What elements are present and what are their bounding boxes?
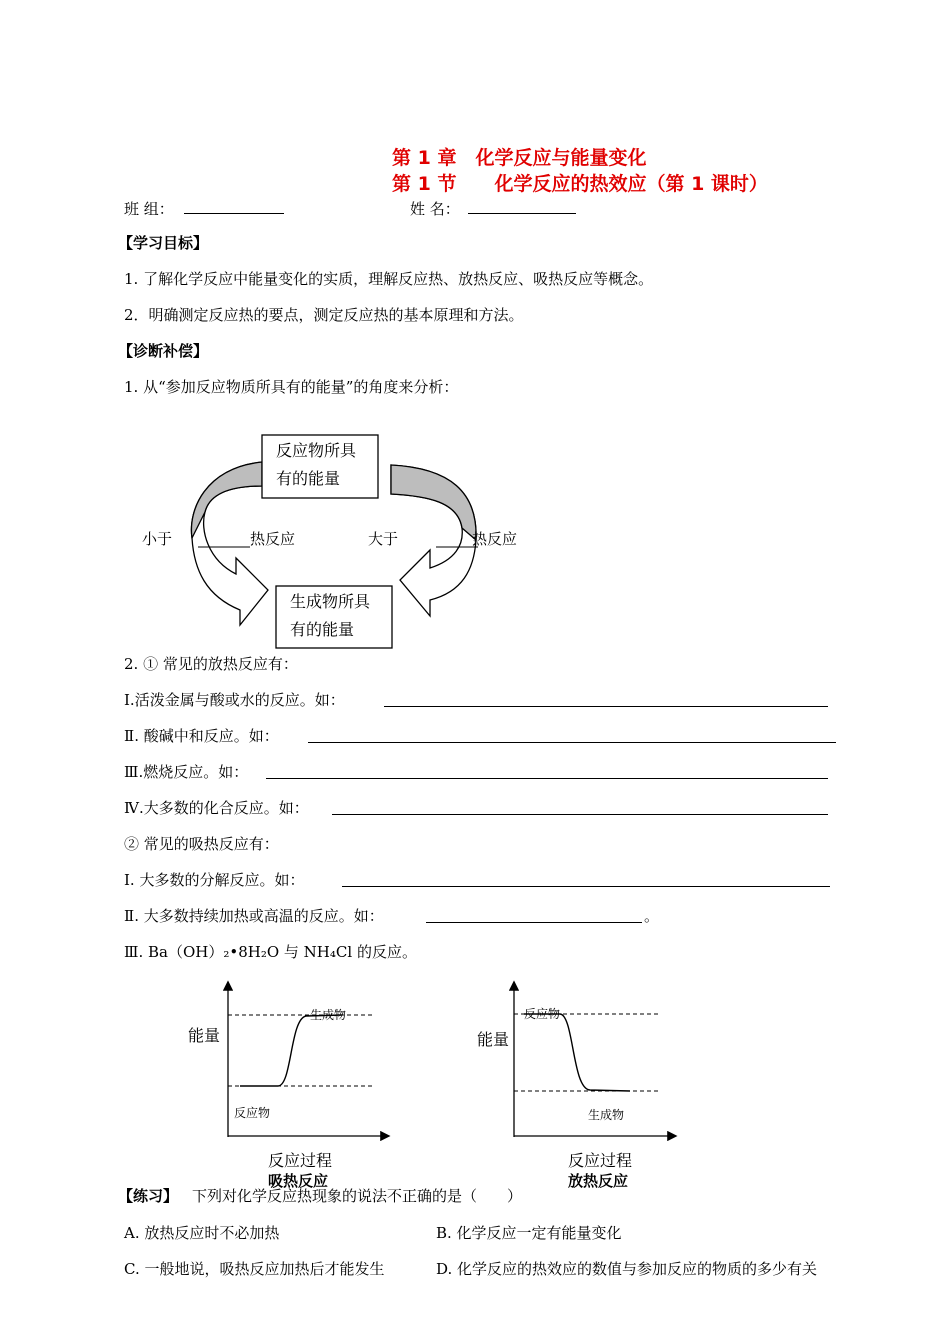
reactant-box-text-line1: 反应物所具 bbox=[276, 441, 357, 460]
option-c[interactable]: C. 一般地说，吸热反应加热后才能发生 bbox=[124, 1260, 385, 1278]
name-label: 姓 名： bbox=[410, 200, 460, 218]
less-than-label: 小于 bbox=[142, 530, 173, 548]
left-low-label: 反应物 bbox=[234, 1106, 271, 1120]
option-d[interactable]: D. 化学反应的热效应的数值与参加反应的物质的多少有关 bbox=[436, 1260, 818, 1278]
endo-item-2-end: 。 bbox=[644, 907, 660, 925]
practice-question: 下列对化学反应热现象的说法不正确的是（ ） bbox=[192, 1187, 523, 1205]
left-energy-curve bbox=[240, 1015, 342, 1086]
greater-than-label: 大于 bbox=[368, 530, 399, 548]
right-ylabel: 能量 bbox=[477, 1032, 510, 1049]
exo-blank-3[interactable] bbox=[266, 778, 828, 779]
option-a[interactable]: A. 放热反应时不必加热 bbox=[124, 1224, 280, 1242]
energy-graphs bbox=[0, 975, 950, 1155]
endo-item: Ⅲ. Ba（OH）₂•8H₂O 与 NH₄Cl 的反应。 bbox=[124, 943, 417, 961]
product-box-text-line1: 生成物所具 bbox=[290, 592, 371, 611]
chapter-title: 第 1 章 化学反应与能量变化 bbox=[392, 147, 647, 169]
class-blank[interactable] bbox=[184, 213, 284, 214]
product-box-text-line2: 有的能量 bbox=[290, 620, 355, 639]
objective-item: 1. 了解化学反应中能量变化的实质，理解反应热、放热反应、吸热反应等概念。 bbox=[124, 270, 654, 288]
question-2: 2. ① 常见的放热反应有： bbox=[124, 655, 298, 673]
exo-blank-2[interactable] bbox=[308, 742, 836, 743]
left-xlabel: 反应过程 bbox=[268, 1153, 333, 1170]
section-title: 第 1 节 化学反应的热效应（第 1 课时） bbox=[392, 173, 768, 195]
name-blank[interactable] bbox=[468, 213, 576, 214]
left-ylabel: 能量 bbox=[188, 1028, 221, 1045]
objectives-heading: 【学习目标】 bbox=[118, 234, 209, 252]
endo-item: Ⅰ. 大多数的分解反应。如： bbox=[124, 871, 305, 889]
right-cycle-arrow-shade bbox=[391, 465, 476, 540]
objective-item: 2．明确测定反应热的要点，测定反应热的基本原理和方法。 bbox=[124, 306, 524, 324]
right-caption: 放热反应 bbox=[568, 1173, 629, 1190]
left-caption: 吸热反应 bbox=[268, 1173, 329, 1190]
diagnosis-heading: 【诊断补偿】 bbox=[118, 342, 209, 360]
exo-blank-4[interactable] bbox=[332, 814, 828, 815]
right-low-label: 生成物 bbox=[588, 1108, 625, 1122]
exo-item: Ⅲ.燃烧反应。如： bbox=[124, 763, 249, 781]
right-high-label: 反应物 bbox=[524, 1007, 561, 1021]
right-heat-reaction-label: 热反应 bbox=[472, 530, 518, 548]
endo-blank-2[interactable] bbox=[426, 922, 642, 923]
left-high-label: 生成物 bbox=[310, 1008, 347, 1022]
option-b[interactable]: B. 化学反应一定有能量变化 bbox=[436, 1224, 622, 1242]
question-1: 1. 从“参加反应物质所具有的能量”的角度来分析： bbox=[124, 378, 459, 396]
right-xlabel: 反应过程 bbox=[568, 1153, 633, 1170]
left-heat-reaction-label: 热反应 bbox=[250, 530, 296, 548]
exo-blank-1[interactable] bbox=[384, 706, 828, 707]
endo-blank-1[interactable] bbox=[342, 886, 830, 887]
exo-item: Ⅰ.活泼金属与酸或水的反应。如： bbox=[124, 691, 345, 709]
reactant-box-text-line2: 有的能量 bbox=[276, 469, 341, 488]
endo-item: Ⅱ. 大多数持续加热或高温的反应。如： bbox=[124, 907, 384, 925]
class-label: 班 组： bbox=[124, 200, 174, 218]
exo-item: Ⅱ. 酸碱中和反应。如： bbox=[124, 727, 279, 745]
exo-item: Ⅳ.大多数的化合反应。如： bbox=[124, 799, 309, 817]
practice-heading: 【练习】 bbox=[118, 1187, 179, 1205]
endo-heading: ② 常见的吸热反应有： bbox=[124, 835, 279, 853]
right-energy-curve bbox=[524, 1014, 630, 1091]
